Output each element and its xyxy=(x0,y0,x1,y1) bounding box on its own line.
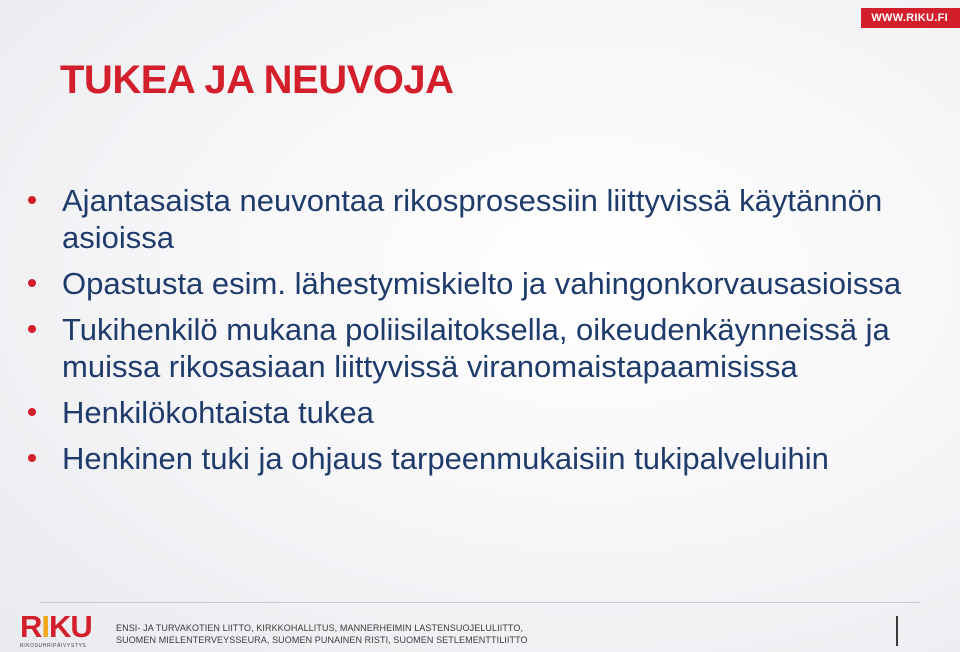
bullet-dot-icon xyxy=(28,279,36,287)
bullet-dot-icon xyxy=(28,454,36,462)
bullet-text: Tukihenkilö mukana poliisilaitoksella, oikeudenkäynneissä ja muissa rikosasiaan liittyvissä viranomaistapaamisissa xyxy=(62,312,890,384)
bullet-item xyxy=(26,311,926,385)
logo-subtitle: RIKOSUHRIPÄIVYSTYS xyxy=(20,643,87,649)
website-link[interactable]: WWW.RIKU.FI xyxy=(861,8,960,28)
footer-end-bar xyxy=(896,616,898,646)
partners-line-1: ENSI- JA TURVAKOTIEN LIITTO, KIRKKOHALLITUS, MANNERHEIMIN LASTENSUOJELULIITTO, xyxy=(116,623,524,633)
bullet-text: Opastusta esim. lähestymiskielto ja vahingonkorvausasioissa xyxy=(62,266,902,301)
bullet-text: Henkinen tuki ja ohjaus tarpeenmukaisiin tukipalveluihin xyxy=(62,441,829,476)
bullet-dot-icon xyxy=(28,408,36,416)
slide-title: TUKEA JA NEUVOJA xyxy=(60,58,454,102)
bullet-item xyxy=(26,394,926,431)
partners-line-2: SUOMEN MIELENTERVEYSSEURA, SUOMEN PUNAINEN RISTI, SUOMEN SETLEMENTTILIITTO xyxy=(116,635,528,645)
bullet-item xyxy=(26,182,926,256)
bullet-dot-icon xyxy=(28,196,36,204)
bullet-text: Henkilökohtaista tukea xyxy=(62,395,374,430)
footer-divider xyxy=(40,602,920,603)
riku-logo xyxy=(20,609,96,649)
bullet-dot-icon xyxy=(28,325,36,333)
bullet-item xyxy=(26,440,926,477)
bullet-text: Ajantasaista neuvontaa rikosprosessiin liittyvissä käytännön asioissa xyxy=(62,183,883,255)
bullet-list xyxy=(26,182,926,486)
logo-wordmark: RIKU xyxy=(20,609,92,644)
partner-organizations xyxy=(116,622,528,646)
bullet-item xyxy=(26,265,926,302)
